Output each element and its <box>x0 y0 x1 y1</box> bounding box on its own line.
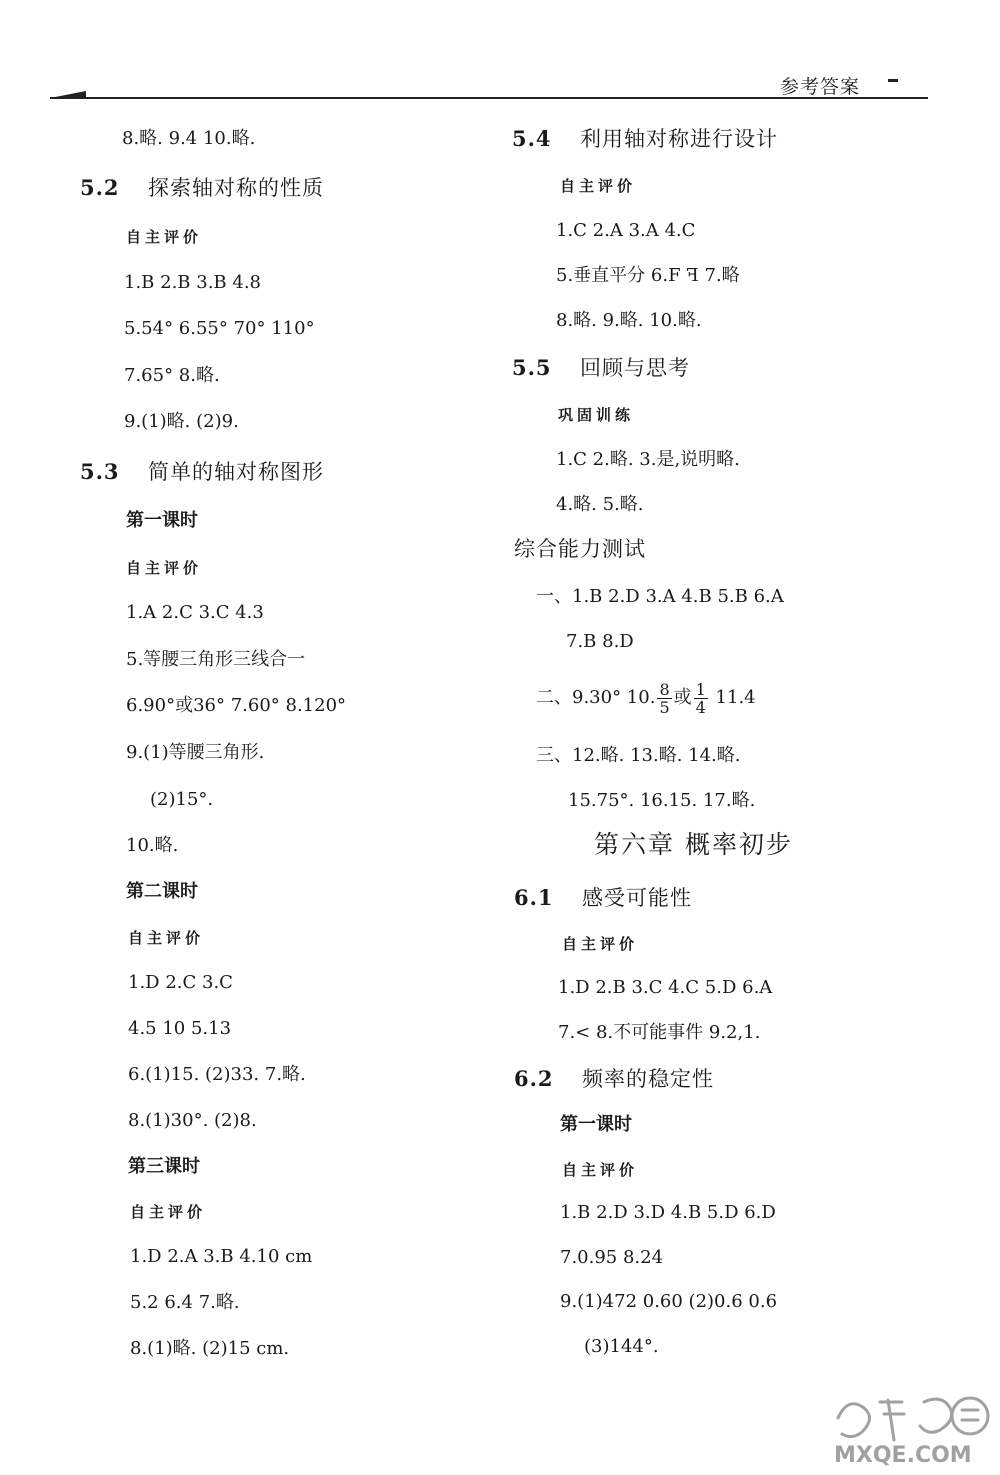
answer-line: (2)15°. <box>150 789 214 810</box>
section-heading-5-3: 5.3 简单的轴对称图形 <box>80 459 324 484</box>
answer-line: 5.54° 6.55° 70° 110° <box>124 318 315 339</box>
answer-line: 1.D 2.A 3.B 4.10 cm <box>130 1246 313 1267</box>
answer-line: 5.等腰三角形三线合一 <box>126 649 306 670</box>
test-heading: 综合能力测试 <box>514 537 646 561</box>
answer-line: 8.(1)30°. (2)8. <box>128 1110 257 1131</box>
header-dash <box>888 79 898 82</box>
section-heading-5-2: 5.2 探索轴对称的性质 <box>80 175 324 200</box>
answer-line: 1.C 2.略. 3.是,说明略. <box>556 449 740 470</box>
answer-line-fractions: 二、9.30° 10. $\frac{8}{5}$ 或 $\frac{1}{4}$ 11.4 <box>536 679 756 717</box>
answer-line: 9.(1)472 0.60 (2)0.6 0.6 <box>560 1291 778 1312</box>
fraction: $\frac{1}{4}$ <box>695 679 706 717</box>
fraction: $\frac{8}{5}$ <box>659 679 670 717</box>
answer-line: 5.垂直平分 6.F ꟻ 7.略 <box>556 265 740 286</box>
answer-line: 8.(1)略. (2)15 cm. <box>130 1338 290 1359</box>
self-evaluation-label: 自主评价 <box>126 228 203 246</box>
answer-line: 8.略. 9.4 10.略. <box>122 128 256 149</box>
lesson-heading: 第一课时 <box>126 510 198 531</box>
answer-line: 7.B 8.D <box>566 631 634 652</box>
answer-line: 1.B 2.B 3.B 4.8 <box>124 272 261 293</box>
answer-line: 1.A 2.C 3.C 4.3 <box>126 602 264 623</box>
self-evaluation-label: 自主评价 <box>128 929 205 947</box>
lesson-heading: 第二课时 <box>126 881 198 902</box>
answer-line: 9.(1)等腰三角形. <box>126 742 265 763</box>
answer-line: 1.C 2.A 3.A 4.C <box>556 220 696 241</box>
answer-line: 一、1.B 2.D 3.A 4.B 5.B 6.A <box>536 586 784 607</box>
answer-line: 8.略. 9.略. 10.略. <box>556 310 702 331</box>
answer-line: 9.(1)略. (2)9. <box>124 411 239 432</box>
answer-line: 6.(1)15. (2)33. 7.略. <box>128 1064 306 1085</box>
answer-line: 6.90°或36° 7.60° 8.120° <box>126 695 347 716</box>
answer-line: 1.B 2.D 3.D 4.B 5.D 6.D <box>560 1202 776 1223</box>
answer-line: 15.75°. 16.15. 17.略. <box>568 790 756 811</box>
section-heading-6-1: 6.1 感受可能性 <box>514 885 692 910</box>
header-title: 参考答案 <box>780 76 861 98</box>
self-evaluation-label: 自主评价 <box>130 1203 207 1221</box>
consolidation-label: 巩固训练 <box>558 406 635 424</box>
answer-line: 10.略. <box>126 835 179 856</box>
watermark-logo <box>828 1378 996 1468</box>
answer-line: (3)144°. <box>584 1336 659 1357</box>
self-evaluation-label: 自主评价 <box>562 935 639 953</box>
answer-line: 7.65° 8.略. <box>124 365 220 386</box>
lesson-heading: 第一课时 <box>560 1114 632 1135</box>
answer-line: 4.略. 5.略. <box>556 494 644 515</box>
answer-line: 1.D 2.B 3.C 4.C 5.D 6.A <box>558 977 773 998</box>
section-heading-5-5: 5.5 回顾与思考 <box>512 355 690 380</box>
answer-line: 三、12.略. 13.略. 14.略. <box>536 745 741 766</box>
section-heading-6-2: 6.2 频率的稳定性 <box>514 1066 714 1091</box>
chapter-heading: 第六章 概率初步 <box>594 830 793 859</box>
lesson-heading: 第三课时 <box>128 1156 200 1177</box>
answer-line: 1.D 2.C 3.C <box>128 972 233 993</box>
svg-text:MXQE.COM: MXQE.COM <box>834 1443 972 1468</box>
self-evaluation-label: 自主评价 <box>560 177 637 195</box>
self-evaluation-label: 自主评价 <box>126 559 203 577</box>
answer-line: 4.5 10 5.13 <box>128 1018 232 1039</box>
answer-line: 5.2 6.4 7.略. <box>130 1292 240 1313</box>
answer-line: 7.< 8.不可能事件 9.2,1. <box>558 1022 761 1043</box>
section-heading-5-4: 5.4 利用轴对称进行设计 <box>512 126 778 151</box>
answer-line: 7.0.95 8.24 <box>560 1247 664 1268</box>
self-evaluation-label: 自主评价 <box>562 1161 639 1179</box>
